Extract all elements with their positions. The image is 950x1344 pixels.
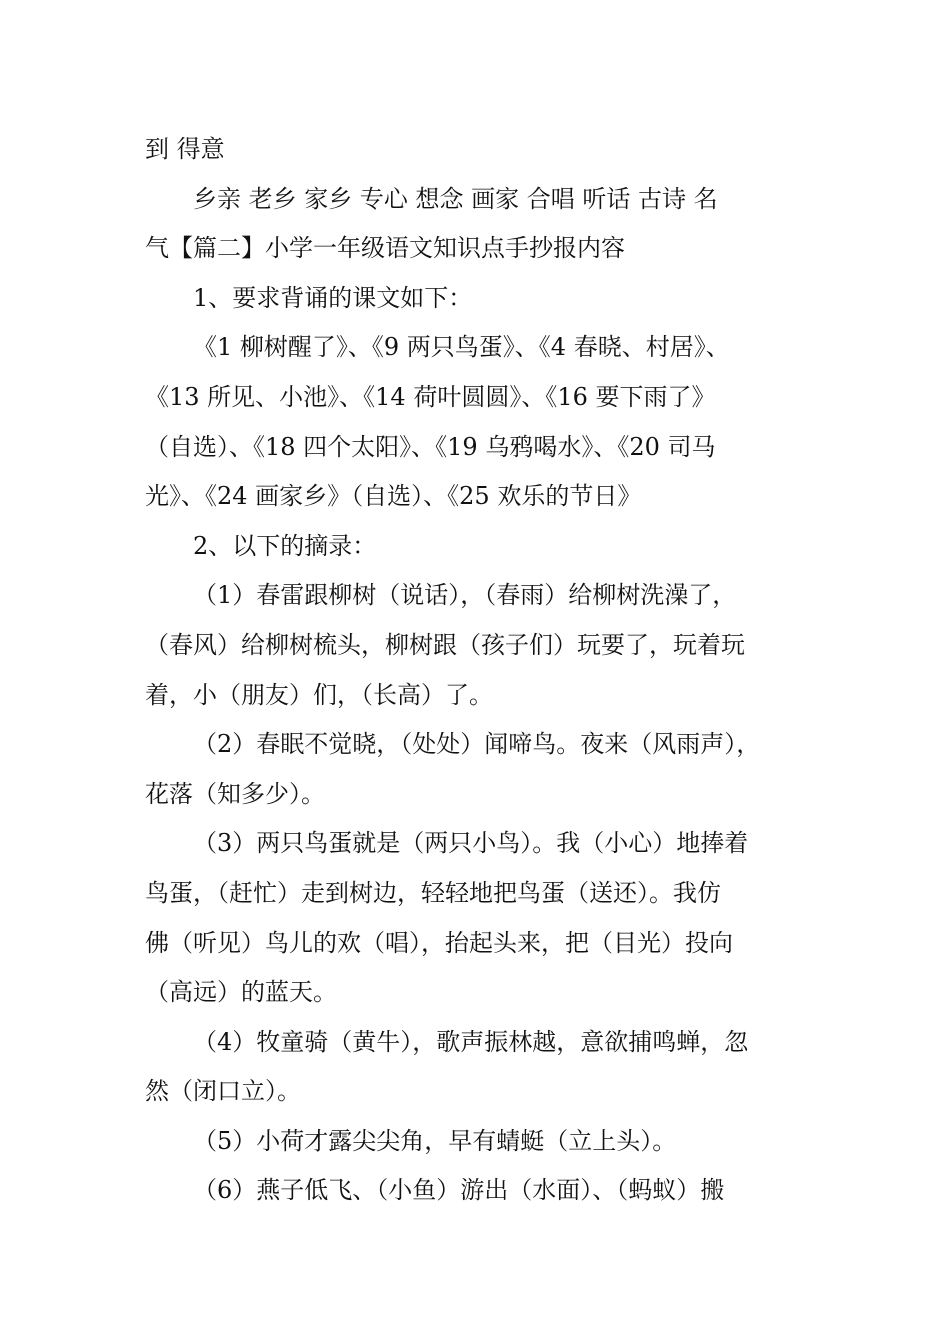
text-line: （3）两只鸟蛋就是（两只小鸟）。我（小心）地捧着 bbox=[193, 829, 749, 858]
text-line: 花落（知多少）。 bbox=[145, 779, 325, 808]
text-line: 然（闭口立）。 bbox=[145, 1077, 301, 1106]
text-line: 着，小（朋友）们，（长高）了。 bbox=[145, 680, 493, 709]
text-line: （4）牧童骑（黄牛），歌声振林越，意欲捕鸣蝉，忽 bbox=[193, 1027, 749, 1056]
text-line: （6）燕子低飞、（小鱼）游出（水面）、（蚂蚁）搬 bbox=[193, 1176, 725, 1205]
text-line: （高远）的蓝天。 bbox=[145, 978, 337, 1007]
text-line: 2、以下的摘录： bbox=[193, 531, 377, 560]
document-body bbox=[145, 125, 810, 1216]
text-line: 光》、《24 画家乡》（自选）、《25 欢乐的节日》 bbox=[145, 482, 642, 511]
text-line: （1）春雷跟柳树（说话），（春雨）给柳树洗澡了， bbox=[193, 581, 737, 610]
text-line: （2）春眠不觉晓，（处处）闻啼鸟。夜来（风雨声）， bbox=[193, 730, 761, 759]
text-line: 佛（听见）鸟儿的欢（唱），抬起头来，把（目光）投向 bbox=[145, 928, 733, 957]
text-line: （5）小荷才露尖尖角，早有蜻蜓（立上头）。 bbox=[193, 1126, 677, 1155]
text-line: 《1 柳树醒了》、《9 两只鸟蛋》、《4 春晓、村居》、 bbox=[193, 333, 730, 362]
text-line: （自选）、《18 四个太阳》、《19 乌鸦喝水》、《20 司马 bbox=[145, 432, 716, 461]
text-line: 鸟蛋，（赶忙）走到树边，轻轻地把鸟蛋（送还）。我仿 bbox=[145, 878, 721, 907]
text-line: 乡亲 老乡 家乡 专心 想念 画家 合唱 听话 古诗 名 bbox=[193, 184, 718, 213]
text-line: 1、要求背诵的课文如下： bbox=[193, 283, 473, 312]
text-line: 气【篇二】小学一年级语文知识点手抄报内容 bbox=[145, 234, 625, 263]
text-line: 到 得意 bbox=[145, 135, 225, 163]
text-line: 《13 所见、小池》、《14 荷叶圆圆》、《16 要下雨了》 bbox=[145, 382, 716, 411]
text-line: （春风）给柳树梳头，柳树跟（孩子们）玩要了，玩着玩 bbox=[145, 630, 745, 659]
